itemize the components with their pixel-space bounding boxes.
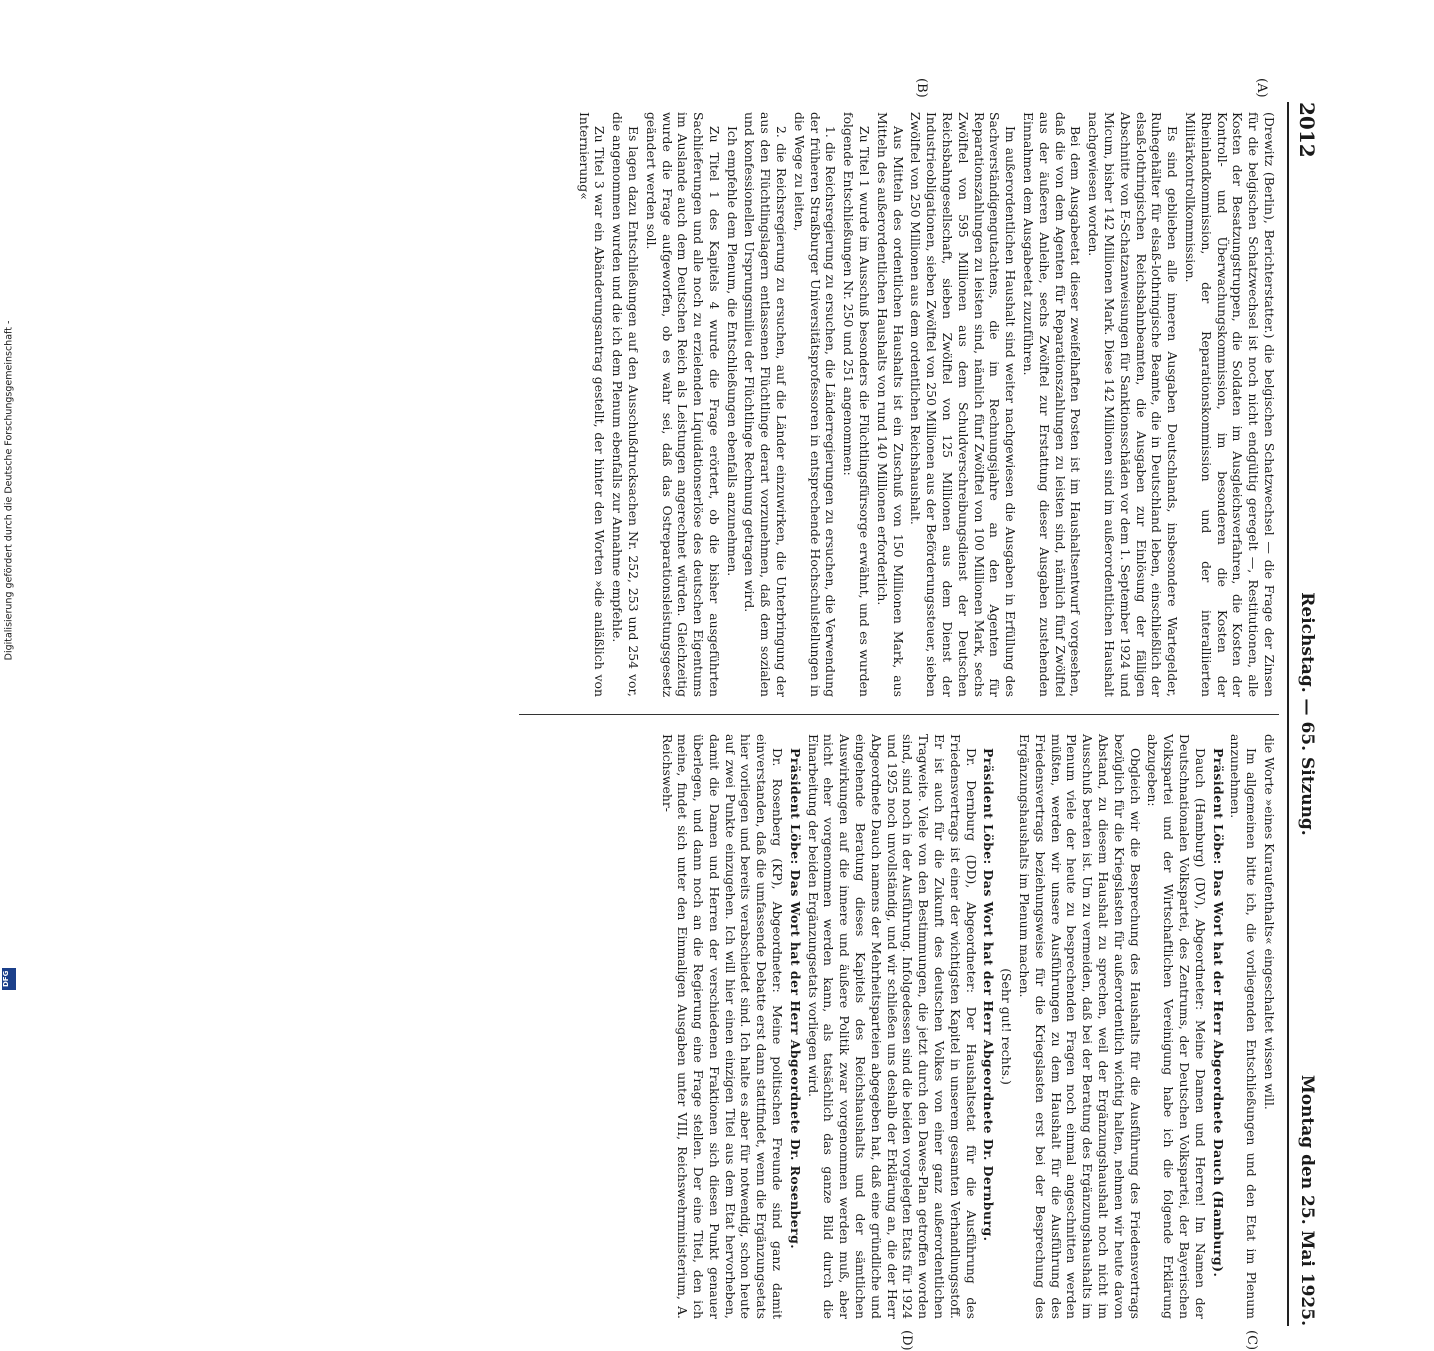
running-title: Reichstag. — 65. Sitzung. [1297, 592, 1317, 836]
paragraph: Im außerordentlichen Haushalt sind weiter nachgewiesen die Ausgaben in Erfüllung des Sachverständigengutachtens, die im Rechnungsjahre an den Agenten für Reparationszahlungen zu leisten sind, nämlich fünf Zwölftel von 100 Millionen Mark, sechs Zwölftel von 595 Millionen aus dem Schuldverschreibungsdienst der Deutschen Reichsbahngesellschaft, sieben Zwölftel von 125 Millionen aus dem Dienst der Industrieobligationen, sieben Zwölftel von 250 Millionen aus der Beförderungssteuer, sieben Zwölftel von 250 Millionen aus dem ordentlichen Reichshaushalt. [908, 112, 1019, 697]
speaker-line: Präsident Löbe: Das Wort hat der Herr Abgeordnete Dr. Dernburg. [981, 748, 997, 1242]
margin-mark-b: (B) [914, 78, 929, 98]
paragraph: Es sind geblieben alle inneren Ausgaben Deutschlands, insbesondere Wartegelder, Ruhegehälter für elsaß-lothringische Beamte, die in Deutschland leben, einschließlich der elsaß-lothringischen Reichsbahnbeamten, die Ausgaben zur Einlösung der fälligen Abschnitte von E-Schatzanweisungen für Sanktionsschäden vor dem 1. September 1924 und Micum, bisher 142 Millionen Mark. Diese 142 Millionen sind im außerordentlichen Haushalt nachgewiesen worden. [1086, 112, 1181, 697]
dfg-logo: DFG [2, 968, 16, 990]
paragraph: Bei dem Ausgabeetat dieser zweifelhaften Posten ist im Haushaltsentwurf vorgesehen, daß die von dem Agenten für Reparationszahlungen zu leisten sind, nämlich fünf Zwölftel aus der äußeren Anleihe, sechs Zwölftel zur Erstattung dieser Ausgaben zustehenden Einnahmen dem Ausgabeetat zuzuführen. [1021, 112, 1084, 697]
left-column [574, 112, 1277, 697]
page-number: 2012 [1295, 102, 1319, 158]
right-column [657, 734, 1277, 1319]
scanned-page [95, 78, 1319, 1351]
digitization-footer [2, 0, 16, 1000]
paragraph: Ich empfehle dem Plenum, die Entschließungen ebenfalls anzunehmen. [724, 126, 740, 577]
paragraph: Zu Titel 1 des Kapitels 4 wurde die Frage erörtert, ob die bisher ausgeführten Sachlieferungen und alle noch zu erzielenden Liquidationserlöse des deutschen Eigentums im Auslande auch dem Deutschen Reich als Leistungen angerechnet würden. Gleichzeitig wurde die Frage aufgeworfen, ob es wahr sei, daß das Ostreparationsleistungsgesetz geändert werden soll. [643, 112, 722, 697]
session-date: Montag den 25. Mai 1925. [1297, 1074, 1317, 1326]
speaker-line: Präsident Löbe: Das Wort hat der Herr Abgeordnete Dauch (Hamburg). [1210, 748, 1226, 1278]
margin-mark-c: (C) [1244, 1330, 1259, 1351]
paragraph: 1. die Reichsregierung zu ersuchen, die Länderregierungen zu ersuchen, die Verwendung der früheren Straßburger Universitätsprofessoren in entsprechende Hochschulstellungen in die Wege zu leiten, [791, 112, 839, 697]
margin-mark-d: (D) [899, 1330, 914, 1351]
paragraph: 2. die Reichsregierung zu ersuchen, auf die Länder einzuwirken, die Unterbringung der aus den Flüchtlingslagern entlassenen Flüchtlinge derart vorzunehmen, daß dem sozialen und konfessionellen Ursprungsmilieu der Flüchtlinge Rechnung getragen wird. [742, 112, 790, 697]
paragraph: (Drewitz (Berlin), Berichterstatter.) die belgischen Schatzwechsel — die Frage der Zinsen für die belgischen Schatzwechsel ist noch nicht endgültig geregelt —, Restitutionen, alle Kosten der Besatzungstruppen, die Soldaten im Ausgleichsverfahren, die Kosten der Kontroll- und Überwachungskommission, im besonderen die Kosten der Rheinlandkommission, der Reparationskommission und der interalliierten Militärkontrollkommission. [1183, 112, 1277, 697]
interjection: (Sehr gut! rechts.) [999, 968, 1015, 1085]
speaker-line: Präsident Löbe: Das Wort hat der Herr Abgeordnete Dr. Rosenberg. [787, 748, 803, 1250]
margin-mark-a: (A) [1254, 78, 1269, 98]
funding-note: Digitalisierung gefördert durch die Deutsche Forschungsgemeinschaft - [3, 320, 15, 661]
paragraph: Dr. Rosenberg (KP), Abgeordneter: Meine politischen Freunde sind ganz damit einverstanden, daß die umfassende Debatte erst dann stattfindet, wenn die Ergänzungsetats hier vorliegen und bereits verabschiedet sind. Ich halte es aber für notwendig, schon heute auf zwei Punkte einzugehen. Ich will hier einen einzigen Titel aus dem Etat hervorheben, damit die Damen und Herren der verschiedenen Fraktionen sich diesen Punkt genauer überlegen, und dann noch an die Regierung eine Frage stellen. Der eine Titel, den ich meine, findet sich unter den Einmaligen Ausgaben unter VIII, Reichswehrministerium, A. Reichswehr- [659, 734, 786, 1319]
paragraph: Es lagen dazu Entschließungen auf den Ausschußdrucksachen Nr. 252, 253 und 254 vor, die angenommen wurden und die ich dem Plenum ebenfalls zur Annahme empfehle. [610, 112, 641, 697]
header-rule [1287, 102, 1289, 1326]
paragraph: Zu Titel 1 wurde im Ausschuß besonders die Flüchtlingsfürsorge erwähnt, und es wurden folgende Entschließungen Nr. 250 und 251 angenommen: [841, 112, 873, 697]
paragraph: Im allgemeinen bitte ich, die vorliegenden Entschließungen und den Etat im Plenum anzunehmen. [1228, 734, 1260, 1319]
paragraph: Aus Mitteln des ordentlichen Haushalts ist ein Zuschuß von 150 Millionen Mark, aus Mitteln des außerordentlichen Haushalts von rund 140 Millionen erforderlich. [874, 112, 906, 697]
column-divider [519, 714, 1279, 715]
paragraph: Zu Titel 3 war ein Abänderungsantrag gestellt, der hinter den Worten »die anläßlich von Internierung« [576, 112, 608, 697]
paragraph: Dr. Dernburg (DD), Abgeordneter: Der Haushaltsetat für die Ausführung des Friedensvertrags ist einer der wichtigsten Kapitel in unserem gesamten Verhandlungsstoff. Er ist auch für die Zukunft des deutschen Volkes von einer ganz außerordentlichen Tragweite. Viele von den Bestimmungen, die jetzt durch den Dawes-Plan getroffen worden sind, sind noch in der Ausführung. Infolgedessen sind die beiden vorgelegten Etats für 1924 und 1925 noch unvollständig, und wir schließen uns deshalb der Erklärung an, die der Herr Abgeordnete Dauch namens der Mehrheitsparteien abgegeben hat, daß eine gründliche und eingehende Beratung dieses Kapitels des Reichshaushalts und der sämtlichen Auswirkungen auf die innere und äußere Politik zwar vorgenommen werden muß, aber nicht eher vorgenommen werden kann, als tatsächlich das ganze Bild durch die Einarbeitung der beiden Ergänzungsetats vorliegen wird. [805, 734, 979, 1319]
paragraph: die Worte »eines Kuraufenthalts« eingeschaltet wissen will. [1262, 734, 1277, 1110]
paragraph: Dauch (Hamburg) (DV), Abgeordneter: Meine Damen und Herren! Im Namen der Deutschnationalen Volkspartei, des Zentrums, der Deutschen Volkspartei, der Bayerischen Volkspartei und der Wirtschaftlichen Vereinigung habe ich die folgende Erklärung abzugeben: [1145, 734, 1208, 1319]
paragraph: Obgleich wir die Besprechung des Haushalts für die Ausführung des Friedensvertrags bezüglich für die Kriegslasten für außerordentlich wichtig halten, nehmen wir heute davon Abstand, zu diesem Haushalt zu sprechen, weil der Ergänzungshaushalt noch nicht im Ausschuß beraten ist. Um zu vermeiden, daß bei der Beratung des Ergänzungshaushalts im Plenum viele der heute zu besprechenden Fragen noch einmal angeschnitten werden müßten, werden wir unsere Ausführungen zu dem Haushalt für die Ausführung des Friedensvertrags beziehungsweise für die Kriegslasten erst bei der Besprechung des Ergänzungshaushalts im Plenum machen. [1017, 734, 1143, 1319]
page-header [1289, 102, 1319, 1326]
